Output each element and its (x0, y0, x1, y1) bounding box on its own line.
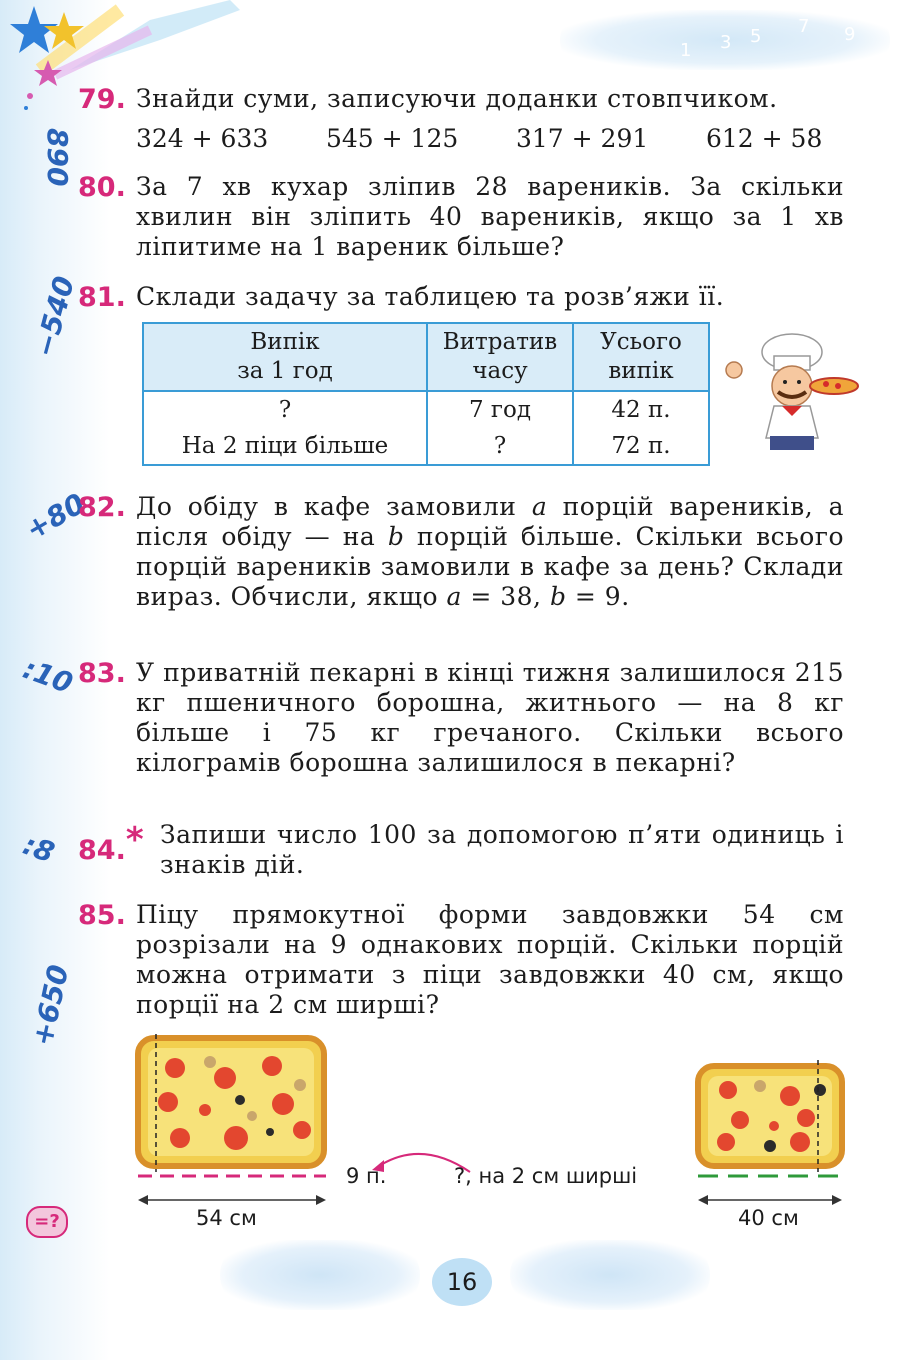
chef-illustration-icon (722, 330, 862, 452)
table-row (143, 391, 709, 428)
table-row (143, 428, 709, 465)
task-number: 85. (78, 900, 126, 931)
task-83 (78, 658, 848, 808)
variable-a: a (531, 492, 548, 521)
task-text: Піцу прямокутної форми завдовжки 54 см розрізали на 9 однакових порцій. Скільки порцій можна отримати з піци завдовжки 40 см, якщо порції на 2 см ширші? (136, 900, 844, 1019)
task-number: 84.* (78, 820, 144, 866)
task-number: 80. (78, 172, 126, 203)
cloud-digit: 3 (720, 32, 732, 53)
large-pizza-icon (138, 1038, 324, 1166)
task-number: 82. (78, 492, 126, 523)
top-cloud (560, 10, 890, 70)
small-pizza-icon (698, 1066, 842, 1166)
margin-label: +80 (20, 486, 91, 547)
page-number: 16 (446, 1268, 478, 1296)
sums-row (136, 124, 836, 153)
cloud-digit: 9 (844, 24, 856, 45)
variable-b: b (387, 522, 405, 551)
task-number: 83. (78, 658, 126, 689)
table-cell: ? (427, 428, 573, 465)
task-84 (78, 820, 848, 886)
sum-expression: 545 + 125 (326, 124, 459, 153)
task-81 (78, 282, 848, 318)
pizza-diagram (0, 1030, 918, 1230)
task-text: За 7 хв кухар зліпив 28 вареників. За скільки хвилин він зліпить 40 вареників, якщо за 1 хв ліпитиме на 1 вареник більше? (136, 172, 844, 261)
task-80 (78, 172, 848, 268)
task-81-table (142, 322, 710, 466)
table-cell: ? (143, 391, 427, 428)
table-header: Усього випік (573, 323, 709, 391)
cloud-digit: 5 (750, 26, 762, 47)
hint-icon: =? (26, 1206, 68, 1238)
right-length-label: 40 см (738, 1206, 799, 1230)
cloud-digit: 7 (798, 16, 810, 37)
bottom-cloud (220, 1240, 420, 1310)
task-82 (78, 492, 848, 642)
task-text: У приватній пекарні в кінці тижня залишилося 215 кг пшеничного борошна, житнього — на 8 кг більше і 75 кг гречаного. Скільки всього кілограмів борошна залишилося в пекарні? (136, 658, 844, 777)
task-text: Склади задачу за таблицею та розв’яжи її. (136, 282, 725, 311)
bottom-cloud (510, 1240, 710, 1310)
margin-label: :8 (18, 828, 59, 870)
task-text: До обіду в кафе замовили a порцій вареників, а після обіду — на b порцій більше. Скільки всього порцій вареників замовили в кафе за день? Склади вираз. Обчисли, якщо a = 38, b = 9. (136, 492, 844, 611)
margin-label: :10 (18, 652, 78, 701)
table-cell: 7 год (427, 391, 573, 428)
task-number: 79. (78, 84, 126, 115)
sum-expression: 317 + 291 (516, 124, 649, 153)
table-cell: На 2 піци більше (143, 428, 427, 465)
sum-expression: 324 + 633 (136, 124, 269, 153)
task-text: Запиши число 100 за допомогою п’яти одиниць і знаків дій. (160, 820, 844, 879)
margin-label: +650 (26, 961, 76, 1049)
left-length-label: 54 см (196, 1206, 257, 1230)
table-cell: 42 п. (573, 391, 709, 428)
task-79 (78, 84, 848, 164)
sum-expression: 612 + 58 (706, 124, 823, 153)
margin-label: 890 (41, 128, 74, 187)
table-header: Випік за 1 год (143, 323, 427, 391)
table-header: Витратив часу (427, 323, 573, 391)
cloud-digit: 1 (680, 40, 692, 61)
variable-b: b (549, 582, 567, 611)
variable-a: a (446, 582, 462, 611)
right-note-label: ?, на 2 см ширші (454, 1164, 638, 1188)
task-text: Знайди суми, записуючи доданки стовпчиком. (136, 84, 778, 113)
star-mark: * (125, 820, 144, 860)
margin-label: −540 (28, 272, 82, 361)
task-number: 81. (78, 282, 126, 313)
task-85 (78, 900, 848, 1020)
table-cell: 72 п. (573, 428, 709, 465)
left-portions-label: 9 п. (346, 1164, 387, 1188)
